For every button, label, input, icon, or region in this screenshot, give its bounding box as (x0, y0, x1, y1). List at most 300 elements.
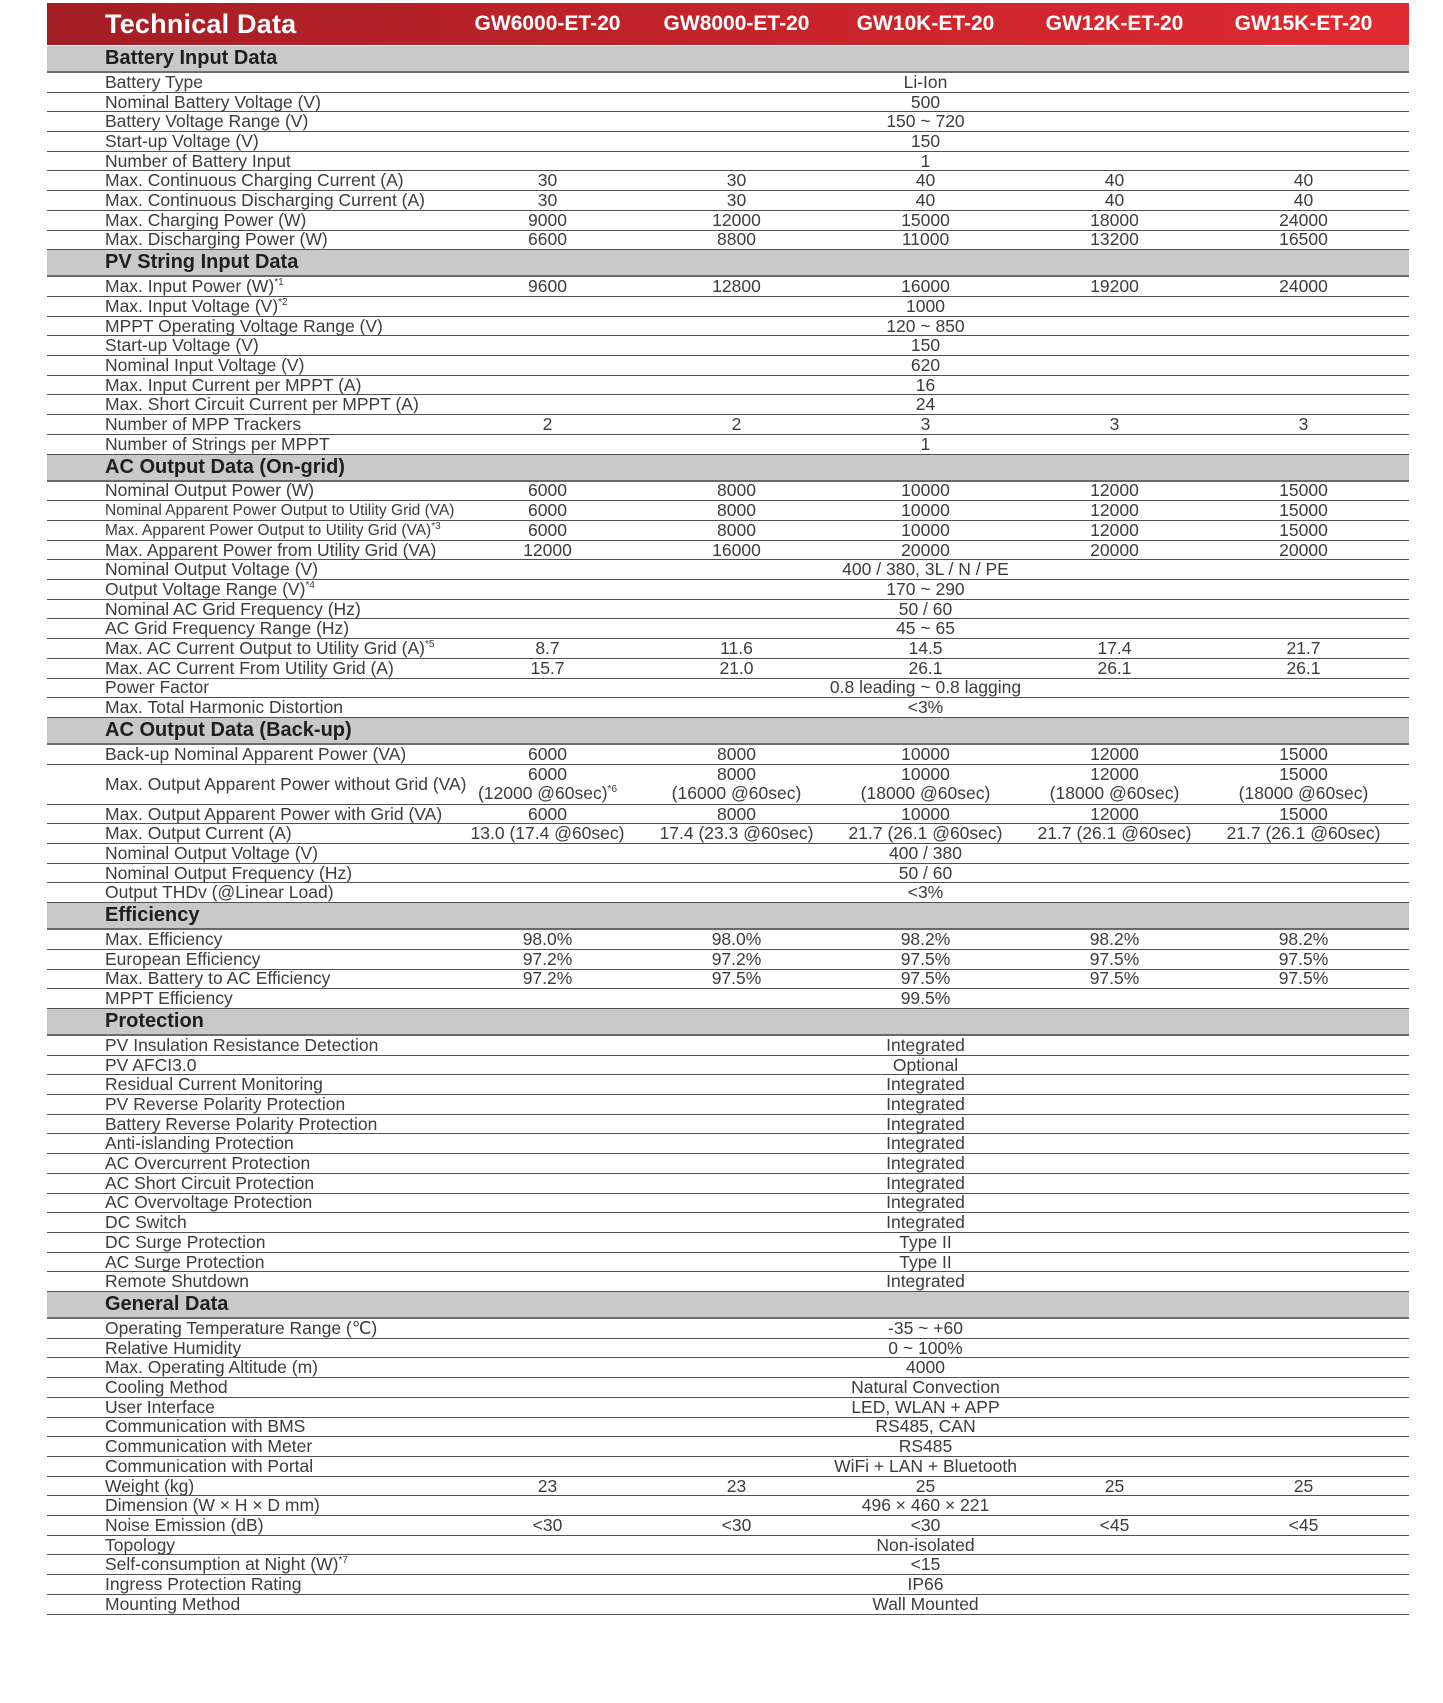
spec-label-text: Back-up Nominal Apparent Power (VA) (105, 743, 407, 764)
spec-label (47, 1576, 453, 1593)
spec-value: 13200 (1090, 229, 1139, 250)
spec-value-cell (1209, 659, 1398, 678)
spec-value-cell (1209, 1516, 1398, 1535)
spec-row (47, 132, 1409, 152)
spec-value-merged: 50 / 60 (898, 862, 953, 883)
spec-label (47, 1396, 453, 1417)
spec-row (47, 1575, 1409, 1595)
spec-value: 6000 (528, 743, 567, 764)
spec-row (47, 1233, 1409, 1253)
spec-label (47, 91, 453, 112)
spec-row (47, 396, 1409, 416)
spec-value-merged: Natural Convection (851, 1377, 1000, 1398)
spec-label (47, 1172, 453, 1193)
spec-value-merged: Li-Ion (903, 71, 948, 92)
spec-value-peak-text: (18000 @60sec) (1238, 783, 1369, 804)
spec-value-cell (642, 824, 831, 843)
spec-value: 30 (537, 190, 558, 211)
spec-value: 97.2% (711, 948, 762, 969)
spec-value-merged: Integrated (886, 1034, 965, 1055)
spec-row (47, 1213, 1409, 1233)
spec-value-cell (453, 639, 642, 658)
spec-value-cell (1209, 211, 1398, 230)
spec-value-cell (831, 765, 1020, 803)
spec-value: 15000 (1279, 480, 1328, 501)
spec-label (47, 539, 453, 560)
spec-value-cell (831, 415, 1020, 434)
spec-row (47, 805, 1409, 825)
spec-row (47, 376, 1409, 396)
spec-value: 26.1 (1097, 657, 1132, 678)
spec-value-merged: Type II (899, 1251, 952, 1272)
spec-value-cell (1020, 930, 1209, 949)
spec-label-text: Max. Continuous Discharging Current (A) (105, 190, 425, 211)
spec-value: 8000 (717, 480, 756, 501)
footnote-marker: *4 (305, 580, 315, 592)
spec-value-merged: 24 (915, 394, 936, 415)
section-title: Efficiency (105, 904, 200, 927)
spec-value-cell (453, 745, 642, 764)
spec-value: 3 (920, 414, 931, 435)
spec-row (47, 191, 1409, 211)
spec-value-cell (642, 171, 831, 190)
spec-label-text: Anti-islanding Protection (105, 1133, 294, 1154)
spec-label-text: AC Overcurrent Protection (105, 1153, 311, 1174)
spec-value: 6000 (528, 480, 567, 501)
section-title: PV String Input Data (105, 251, 299, 274)
spec-label-text: AC Surge Protection (105, 1251, 265, 1272)
spec-value: 98.2% (1089, 929, 1140, 950)
spec-label (47, 113, 453, 130)
spec-label-text: AC Grid Frequency Range (Hz) (105, 618, 350, 639)
spec-value: 8800 (717, 229, 756, 250)
spec-value-cell (1209, 541, 1398, 560)
spec-value-cell (1020, 171, 1209, 190)
spec-value: 6000 (528, 500, 567, 521)
spec-row (47, 1036, 1409, 1056)
spec-value-merged: 4000 (906, 1357, 945, 1378)
spec-label-text: AC Overvoltage Protection (105, 1192, 313, 1213)
spec-label-text: Number of MPP Trackers (105, 414, 302, 435)
spec-row (47, 172, 1409, 192)
spec-value-cell (831, 1516, 1020, 1535)
spec-value-cell (1209, 930, 1398, 949)
spec-value: 15000 (1279, 743, 1328, 764)
spec-value: 12000 (1090, 500, 1139, 521)
spec-value-cell (1020, 211, 1209, 230)
spec-value-merged: Optional (892, 1054, 959, 1075)
spec-label-text: Number of Strings per MPPT (105, 433, 330, 454)
spec-label (47, 990, 453, 1007)
spec-label-text: Max. Battery to AC Efficiency (105, 968, 331, 989)
spec-label (47, 231, 453, 248)
spec-value-cell (642, 415, 831, 434)
spec-value-merged: Integrated (886, 1192, 965, 1213)
spec-value-peak (1020, 784, 1209, 803)
spec-value-cell (831, 824, 1020, 843)
spec-value-merged: 45 ~ 65 (896, 618, 955, 639)
spec-value-merged: Integrated (886, 1093, 965, 1114)
spec-label (47, 1475, 453, 1496)
spec-value-cell (1020, 481, 1209, 500)
spec-row (47, 1398, 1409, 1418)
spec-value-merged: 1000 (906, 295, 945, 316)
spec-label-text: Relative Humidity (105, 1337, 242, 1358)
spec-row (47, 521, 1409, 541)
spec-row (47, 1154, 1409, 1174)
spec-row (47, 1135, 1409, 1155)
spec-value-merged: 400 / 380, 3L / N / PE (842, 559, 1009, 580)
spec-value: 8000 (717, 500, 756, 521)
spec-row (47, 541, 1409, 561)
spec-value: 6000 (528, 764, 567, 785)
spec-value-merged: <3% (907, 697, 944, 718)
spec-label-text: Max. Continuous Charging Current (A) (105, 170, 404, 191)
spec-row (47, 1339, 1409, 1359)
spec-value-merged: 0 ~ 100% (888, 1337, 963, 1358)
spec-label (47, 1359, 453, 1376)
table-header (47, 3, 1409, 45)
spec-label-text: European Efficiency (105, 948, 261, 969)
footnote-marker: *2 (278, 297, 288, 309)
spec-row (47, 297, 1409, 317)
spec-value: 15.7 (530, 657, 565, 678)
section-title: AC Output Data (Back-up) (105, 719, 352, 741)
spec-label (47, 931, 453, 948)
spec-label-text: Cooling Method (105, 1377, 228, 1398)
spec-row (47, 93, 1409, 113)
spec-value-cell (453, 191, 642, 210)
spec-value: 8000 (717, 764, 756, 785)
spec-row (47, 501, 1409, 521)
spec-value-peak-text: (18000 @60sec) (860, 783, 991, 804)
spec-value-merged: IP66 (907, 1574, 944, 1595)
spec-row (47, 679, 1409, 699)
spec-label (47, 1214, 453, 1231)
spec-value-merged: Integrated (886, 1113, 965, 1134)
spec-value: <30 (532, 1514, 563, 1535)
spec-value-cell (453, 481, 642, 500)
spec-label-text: Max. AC Current From Utility Grid (A) (105, 657, 394, 678)
spec-value: 12000 (523, 539, 572, 560)
spec-label (47, 1135, 453, 1152)
spec-row (47, 356, 1409, 376)
spec-label (47, 209, 453, 230)
spec-value-merged: Type II (899, 1231, 952, 1252)
spec-value-cell (1209, 639, 1398, 658)
spec-value: 40 (915, 170, 936, 191)
spec-value: 16500 (1279, 229, 1328, 250)
spec-value: 98.2% (1278, 929, 1329, 950)
spec-label-text: Nominal Apparent Power Output to Utility Grid (VA) (105, 502, 455, 520)
spec-label-text: Dimension (W × H × D mm) (105, 1495, 320, 1516)
spec-label-text: Remote Shutdown (105, 1271, 249, 1292)
spec-label (47, 1593, 453, 1614)
spec-value: 10000 (901, 519, 950, 540)
spec-value: 21.0 (719, 657, 754, 678)
spec-label (47, 699, 453, 716)
spec-label (47, 1155, 453, 1172)
spec-label (47, 1497, 453, 1514)
spec-label (47, 337, 453, 354)
spec-row (47, 1095, 1409, 1115)
spec-label (47, 1317, 453, 1338)
spec-value: 25 (915, 1475, 936, 1496)
spec-label (47, 1534, 453, 1555)
spec-value-cell (642, 745, 831, 764)
spec-label (47, 1438, 453, 1455)
spec-value-cell (1020, 824, 1209, 843)
spec-value: 2 (542, 414, 553, 435)
spec-row (47, 824, 1409, 844)
spec-value: 97.5% (1089, 948, 1140, 969)
spec-label-text: Operating Temperature Range (℃) (105, 1317, 378, 1338)
spec-value-merged: Integrated (886, 1172, 965, 1193)
spec-value-cell (1020, 659, 1209, 678)
spec-value: 11000 (901, 229, 950, 250)
spec-value-cell (642, 541, 831, 560)
spec-value-merged: 150 (910, 130, 941, 151)
spec-label (47, 640, 453, 657)
spec-value-cell (1209, 805, 1398, 824)
spec-label-text: Nominal AC Grid Frequency (Hz) (105, 598, 361, 619)
spec-row (47, 600, 1409, 620)
spec-label (47, 1379, 453, 1396)
spec-value: 10000 (901, 803, 950, 824)
spec-value-cell (831, 659, 1020, 678)
spec-value: 97.5% (711, 968, 762, 989)
spec-row (47, 844, 1409, 864)
spec-row (47, 152, 1409, 172)
spec-label (47, 1054, 453, 1075)
spec-value: 15000 (901, 209, 950, 230)
spec-value-cell (1020, 191, 1209, 210)
spec-value-cell (453, 950, 642, 969)
spec-value: 40 (1104, 190, 1125, 211)
spec-label-text: Mounting Method (105, 1593, 241, 1614)
spec-value-cell (642, 1516, 831, 1535)
spec-label (47, 482, 453, 499)
spec-row (47, 560, 1409, 580)
spec-label (47, 1251, 453, 1272)
spec-label-text: DC Switch (105, 1212, 187, 1233)
spec-value: 12000 (1090, 743, 1139, 764)
section-title: General Data (105, 1293, 229, 1316)
footnote-marker: *7 (338, 1555, 348, 1567)
spec-value: 10000 (901, 764, 950, 785)
spec-label-text: Nominal Input Voltage (V) (105, 354, 305, 375)
spec-value-merged: 150 (910, 335, 941, 356)
table-title: Technical Data (105, 8, 297, 39)
spec-value-merged: WiFi + LAN + Bluetooth (834, 1455, 1017, 1476)
spec-value-cell (1020, 765, 1209, 803)
spec-value: 17.4 (1097, 638, 1132, 659)
spec-value-cell (453, 805, 642, 824)
spec-value: 15000 (1279, 764, 1328, 785)
section-header-row (47, 250, 1409, 277)
spec-value-merged: 150 ~ 720 (886, 111, 965, 132)
spec-value-cell (1209, 950, 1398, 969)
spec-label-text: Max. Input Voltage (V) (105, 295, 279, 316)
spec-value-cell (453, 230, 642, 249)
spec-label-text: Power Factor (105, 677, 210, 698)
spec-row (47, 930, 1409, 950)
spec-value: 25 (1104, 1475, 1125, 1496)
spec-value-cell (642, 521, 831, 540)
spec-value-peak (831, 784, 1020, 803)
spec-label (47, 1093, 453, 1114)
spec-label-text: Ingress Protection Rating (105, 1574, 302, 1595)
spec-row (47, 864, 1409, 884)
spec-label (47, 433, 453, 454)
spec-label-text: User Interface (105, 1396, 215, 1417)
spec-value-cell (453, 765, 642, 803)
spec-value: 23 (726, 1475, 747, 1496)
spec-label-text: Battery Type (105, 71, 203, 92)
spec-value-cell (1209, 277, 1398, 296)
spec-label-text: Noise Emission (dB) (105, 1514, 264, 1535)
spec-label-text: Weight (kg) (105, 1475, 195, 1496)
spec-value-merged: 496 × 460 × 221 (861, 1495, 990, 1516)
spec-row (47, 580, 1409, 600)
spec-value-merged: 1 (920, 433, 931, 454)
spec-label (47, 1034, 453, 1055)
spec-value-merged: Integrated (886, 1212, 965, 1233)
spec-label (47, 657, 453, 678)
spec-label-text: MPPT Efficiency (105, 988, 233, 1009)
spec-value-cell (1020, 745, 1209, 764)
spec-value-cell (453, 521, 642, 540)
spec-value: 3 (1109, 414, 1120, 435)
spec-value-merged: LED, WLAN + APP (851, 1396, 1000, 1417)
spec-row (47, 1115, 1409, 1135)
spec-value: 16000 (712, 539, 761, 560)
spec-label (47, 396, 453, 413)
spec-value: 12000 (1090, 519, 1139, 540)
spec-value-merged: 0.8 leading ~ 0.8 lagging (829, 677, 1022, 698)
spec-label (47, 1076, 453, 1093)
spec-label (47, 522, 453, 539)
spec-row (47, 620, 1409, 640)
spec-label-text: Max. Apparent Power from Utility Grid (VA) (105, 539, 437, 560)
spec-value-cell (642, 969, 831, 988)
spec-value-peak-text: (12000 @60sec) (477, 783, 608, 804)
spec-value-cell (1020, 950, 1209, 969)
spec-value-cell (1020, 521, 1209, 540)
spec-value: 12000 (1090, 803, 1139, 824)
spec-value: 13.0 (17.4 @60sec) (470, 823, 625, 844)
spec-label-text: Max. Discharging Power (W) (105, 229, 328, 250)
spec-value-cell (642, 639, 831, 658)
spec-value-cell (1020, 805, 1209, 824)
spec-label (47, 502, 453, 519)
spec-value-merged: RS485, CAN (875, 1416, 976, 1437)
model-column-header: GW15K-ET-20 (1234, 12, 1373, 35)
spec-value: 26.1 (1286, 657, 1321, 678)
section-title: Protection (105, 1010, 204, 1032)
spec-value-cell (642, 950, 831, 969)
spec-label-text: Max. Efficiency (105, 929, 223, 950)
spec-row (47, 1418, 1409, 1438)
spec-value-cell (1020, 541, 1209, 560)
spec-value-peak-text: (18000 @60sec) (1049, 783, 1180, 804)
spec-label (47, 825, 453, 842)
spec-value-cell (1209, 191, 1398, 210)
spec-label (47, 1455, 453, 1476)
spec-value-peak (642, 784, 831, 803)
spec-value-cell (642, 277, 831, 296)
spec-label (47, 1194, 453, 1211)
spec-value: 6000 (528, 803, 567, 824)
spec-row (47, 1378, 1409, 1398)
spec-row (47, 1477, 1409, 1497)
spec-value: 21.7 (26.1 @60sec) (1037, 823, 1192, 844)
spec-value-merged: 16 (915, 374, 936, 395)
spec-value-cell (831, 541, 1020, 560)
spec-value-cell (453, 211, 642, 230)
spec-row (47, 698, 1409, 718)
spec-row (47, 1174, 1409, 1194)
spec-value: 8000 (717, 743, 756, 764)
spec-value: 16000 (901, 276, 950, 297)
spec-value: 9600 (528, 276, 567, 297)
spec-value: <30 (721, 1514, 752, 1535)
spec-label (47, 315, 453, 336)
spec-label-text: Communication with BMS (105, 1416, 306, 1437)
spec-value: 30 (726, 190, 747, 211)
spec-row (47, 1194, 1409, 1214)
spec-label-text: PV Reverse Polarity Protection (105, 1093, 346, 1114)
spec-value-cell (642, 230, 831, 249)
spec-row (47, 950, 1409, 970)
spec-value: 19200 (1090, 276, 1139, 297)
spec-value: 20000 (901, 539, 950, 560)
spec-value: 3 (1298, 414, 1309, 435)
spec-label-text: Residual Current Monitoring (105, 1074, 323, 1095)
spec-row (47, 745, 1409, 765)
spec-value: 98.0% (711, 929, 762, 950)
spec-row (47, 884, 1409, 904)
spec-row (47, 1516, 1409, 1536)
spec-label (47, 192, 453, 209)
spec-value-merged: 500 (910, 91, 941, 112)
spec-label-text: Nominal Battery Voltage (V) (105, 91, 321, 112)
spec-value: 20000 (1279, 539, 1328, 560)
spec-value-cell (1020, 415, 1209, 434)
spec-label (47, 948, 453, 969)
spec-label (47, 1273, 453, 1290)
spec-label (47, 1231, 453, 1252)
spec-value-cell (642, 659, 831, 678)
spec-value-cell (453, 541, 642, 560)
spec-label-text: Nominal Output Voltage (V) (105, 559, 319, 580)
spec-value-cell (831, 211, 1020, 230)
spec-label-text: Max. Output Apparent Power with Grid (VA) (105, 803, 443, 824)
spec-label-text: Self-consumption at Night (W) (105, 1554, 339, 1575)
spec-value: 8.7 (535, 638, 560, 659)
spec-row (47, 659, 1409, 679)
spec-value-merged: Integrated (886, 1074, 965, 1095)
spec-label (47, 130, 453, 151)
spec-value-merged: 99.5% (900, 988, 951, 1009)
spec-value-cell (642, 481, 831, 500)
spec-value: 97.5% (1089, 968, 1140, 989)
spec-value: <30 (910, 1514, 941, 1535)
spec-label-text: PV AFCI3.0 (105, 1054, 197, 1075)
spec-value-cell (1209, 1477, 1398, 1496)
spec-value-cell (642, 765, 831, 803)
spec-row (47, 989, 1409, 1009)
